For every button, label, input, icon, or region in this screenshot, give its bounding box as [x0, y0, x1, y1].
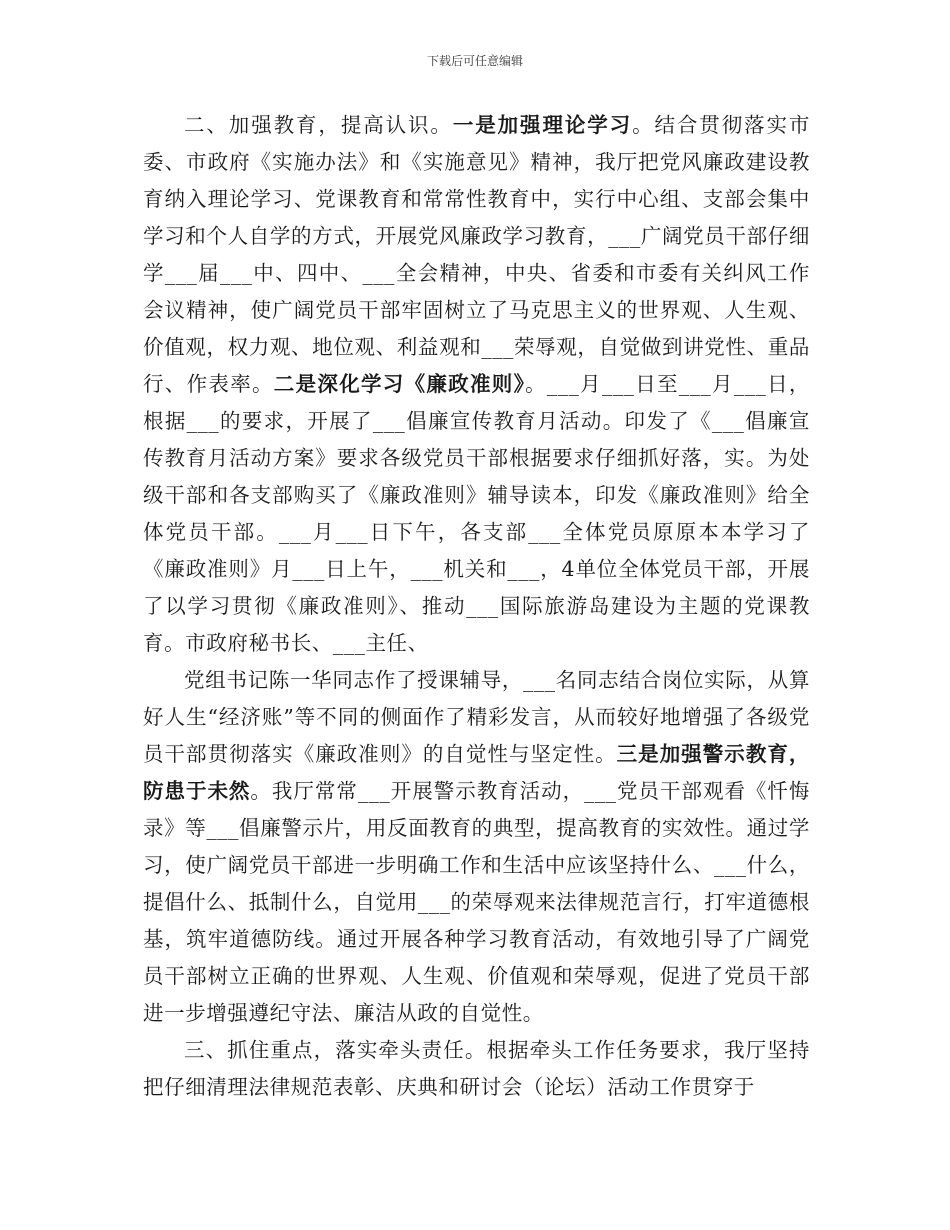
text-segment: 二、加强教育，提高认识。	[184, 113, 453, 137]
paragraph-lecture	[143, 662, 810, 1032]
text-segment: 。___月___日至___月___日，根据___的要求，开展了___倡廉宣传教育月活动。印发了《___倡廉宣传教育月活动方案》要求各级党员干部根据要求仔细抓好落，实。为处级干部和各支部购买了《廉政准则》辅导读本，印发《廉政准则》给全体党员干部。___月___日下午，各支部___全体党员原原本本学习了《廉政准则》月___日上午，___机关和___，4单位全体党员干部，开展了以学习贯彻《廉政准则》、推动___国际旅游岛建设为主题的党课教育。市政府秘书长、___主任、	[143, 372, 810, 655]
bold-heading-warning-education: 三是加强警示教育，防患于未然	[143, 742, 810, 803]
document-body	[143, 107, 810, 1106]
paragraph-responsibility	[143, 1032, 810, 1106]
text-segment: 党组书记陈一华同志作了授课辅导，___名同志结合岗位实际，从算好人生“经济账”等不同的侧面作了精彩发言，从而较好地增强了各级党员干部贯彻落实《廉政准则》的自觉性与坚定性。	[143, 668, 810, 766]
text-segment: 。结合贯彻落实市委、市政府《实施办法》和《实施意见》精神，我厅把党风廉政建设教育纳入理论学习、党课教育和常常性教育中，实行中心组、支部会集中学习和个人自学的方式，开展党风廉政学习教育，___广阔党员干部仔细学___届___中、四中、___全会精神，中央、省委和市委有关纠风工作会议精神，使广阔党员干部牢固树立了马克思主义的世界观、人生观、价值观，权力观、地位观、利益观和___荣辱观，自觉做到讲党性、重品行、作表率。	[143, 113, 810, 396]
paragraph-education	[143, 107, 810, 662]
bold-heading-deepen-study: 二是深化学习《廉政准则》	[273, 372, 526, 396]
page-header-note: 下载后可任意编辑	[426, 54, 523, 68]
text-segment: 。我厅常常___开展警示教育活动，___党员干部观看《忏悔录》等___倡廉警示片，用反面教育的典型，提高教育的实效性。通过学习，使广阔党员干部进一步明确工作和生活中应该坚持什么、___什么，提倡什么、抵制什么，自觉用___的荣辱观来法律规范言行，打牢道德根基，筑牢道德防线。通过开展各种学习教育活动，有效地引导了广阔党员干部树立正确的世界观、人生观、价值观和荣辱观，促进了党员干部进一步增强遵纪守法、廉洁从政的自觉性。	[143, 779, 811, 1025]
bold-heading-theory-study: 一是加强理论学习	[452, 113, 633, 137]
text-segment: 三、抓住重点，落实牵头责任。根据牵头工作任务要求，我厅坚持把仔细清理法律规范表彰、庆典和研讨会（论坛）活动工作贯穿于	[143, 1038, 810, 1099]
